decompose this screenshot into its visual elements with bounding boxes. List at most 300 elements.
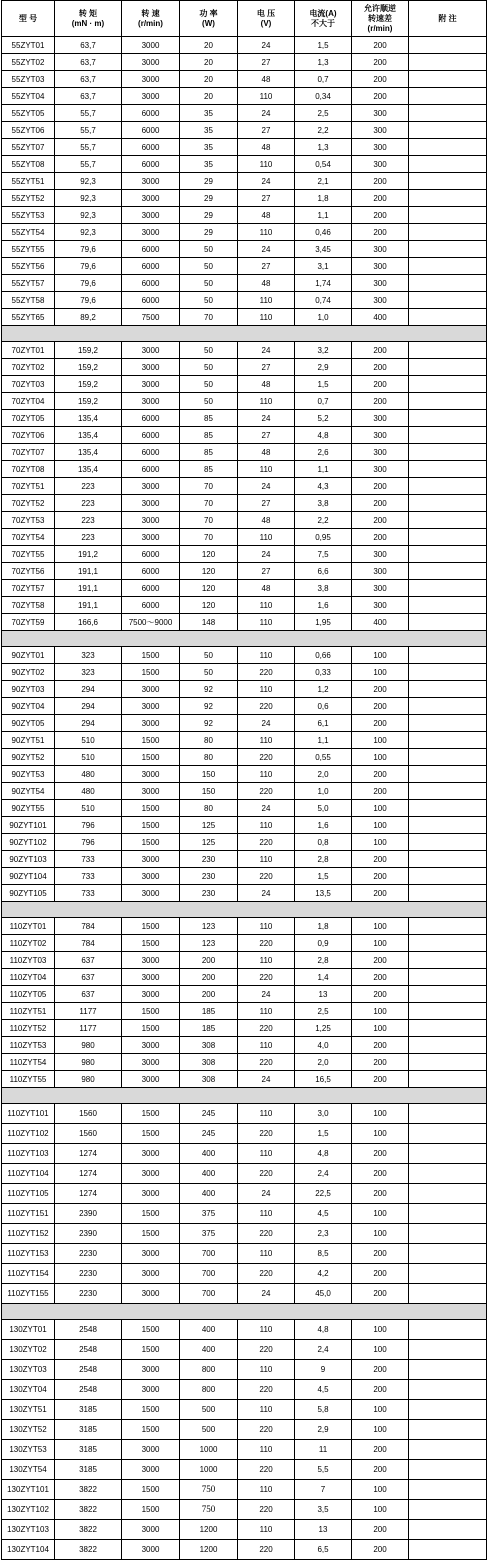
cell-current: 16,5 — [295, 1071, 352, 1088]
cell-current: 22,5 — [295, 1184, 352, 1204]
cell-current: 1,25 — [295, 1020, 352, 1037]
cell-speed-diff: 200 — [352, 1144, 409, 1164]
cell-current: 2,8 — [295, 952, 352, 969]
cell-notes — [409, 1520, 487, 1540]
cell-torque: 135,4 — [55, 444, 122, 461]
cell-current: 0,34 — [295, 88, 352, 105]
cell-current: 4,8 — [295, 1144, 352, 1164]
cell-speed-diff: 200 — [352, 190, 409, 207]
cell-current: 2,8 — [295, 851, 352, 868]
cell-speed-diff: 100 — [352, 1020, 409, 1037]
table-row — [2, 647, 487, 664]
cell-voltage: 110 — [238, 732, 295, 749]
cell-speed-diff: 200 — [352, 1244, 409, 1264]
table-row — [2, 342, 487, 359]
cell-torque: 784 — [55, 935, 122, 952]
table-row — [2, 156, 487, 173]
cell-current: 0,66 — [295, 647, 352, 664]
cell-speed: 3000 — [122, 1360, 180, 1380]
cell-power: 80 — [180, 800, 238, 817]
cell-speed: 3000 — [122, 207, 180, 224]
cell-current: 6,6 — [295, 563, 352, 580]
cell-voltage: 27 — [238, 54, 295, 71]
cell-power: 50 — [180, 393, 238, 410]
cell-speed-diff: 200 — [352, 1054, 409, 1071]
cell-current: 1,5 — [295, 868, 352, 885]
cell-speed: 1500 — [122, 935, 180, 952]
cell-power: 400 — [180, 1320, 238, 1340]
cell-notes — [409, 342, 487, 359]
cell-speed-diff: 200 — [352, 478, 409, 495]
cell-speed-diff: 100 — [352, 918, 409, 935]
cell-torque: 323 — [55, 647, 122, 664]
cell-power: 35 — [180, 139, 238, 156]
cell-speed: 3000 — [122, 1540, 180, 1560]
cell-current: 1,8 — [295, 190, 352, 207]
cell-torque: 637 — [55, 952, 122, 969]
cell-speed-diff: 300 — [352, 580, 409, 597]
cell-current: 1,1 — [295, 207, 352, 224]
cell-speed-diff: 200 — [352, 681, 409, 698]
cell-speed: 6000 — [122, 292, 180, 309]
cell-torque: 510 — [55, 800, 122, 817]
cell-current: 0,54 — [295, 156, 352, 173]
cell-speed: 1500 — [122, 918, 180, 935]
cell-power: 125 — [180, 834, 238, 851]
cell-model: 110ZYT05 — [2, 986, 55, 1003]
cell-speed-diff: 300 — [352, 139, 409, 156]
cell-voltage: 110 — [238, 292, 295, 309]
cell-notes — [409, 1054, 487, 1071]
table-row — [2, 1037, 487, 1054]
cell-torque: 2390 — [55, 1224, 122, 1244]
cell-speed-diff: 300 — [352, 597, 409, 614]
cell-current: 2,0 — [295, 766, 352, 783]
cell-power: 800 — [180, 1380, 238, 1400]
cell-power: 400 — [180, 1340, 238, 1360]
cell-model: 55ZYT03 — [2, 71, 55, 88]
cell-model: 130ZYT53 — [2, 1440, 55, 1460]
cell-notes — [409, 529, 487, 546]
cell-current: 4,5 — [295, 1204, 352, 1224]
cell-current: 1,74 — [295, 275, 352, 292]
cell-model: 110ZYT101 — [2, 1104, 55, 1124]
cell-current: 9 — [295, 1360, 352, 1380]
cell-notes — [409, 1037, 487, 1054]
cell-power: 200 — [180, 952, 238, 969]
cell-voltage: 220 — [238, 1164, 295, 1184]
cell-speed-diff: 200 — [352, 173, 409, 190]
cell-voltage: 110 — [238, 461, 295, 478]
cell-model: 110ZYT02 — [2, 935, 55, 952]
cell-current: 3,1 — [295, 258, 352, 275]
cell-notes — [409, 1244, 487, 1264]
table-row — [2, 207, 487, 224]
cell-notes — [409, 105, 487, 122]
cell-speed: 1500 — [122, 1500, 180, 1520]
cell-speed: 3000 — [122, 376, 180, 393]
cell-speed-diff: 100 — [352, 1104, 409, 1124]
cell-power: 20 — [180, 54, 238, 71]
cell-torque: 2548 — [55, 1380, 122, 1400]
cell-model: 90ZYT03 — [2, 681, 55, 698]
cell-speed-diff: 300 — [352, 258, 409, 275]
cell-torque: 79,6 — [55, 275, 122, 292]
cell-torque: 159,2 — [55, 342, 122, 359]
cell-torque: 2390 — [55, 1204, 122, 1224]
cell-model: 110ZYT151 — [2, 1204, 55, 1224]
cell-speed: 3000 — [122, 529, 180, 546]
table-row — [2, 563, 487, 580]
cell-torque: 166,6 — [55, 614, 122, 631]
cell-model: 55ZYT05 — [2, 105, 55, 122]
cell-torque: 159,2 — [55, 359, 122, 376]
cell-current: 1,6 — [295, 597, 352, 614]
table-row — [2, 1264, 487, 1284]
cell-speed-diff: 100 — [352, 1500, 409, 1520]
cell-speed: 7500～9000 — [122, 614, 180, 631]
table-row — [2, 1054, 487, 1071]
cell-notes — [409, 1003, 487, 1020]
cell-power: 125 — [180, 817, 238, 834]
cell-model: 90ZYT102 — [2, 834, 55, 851]
cell-speed-diff: 200 — [352, 529, 409, 546]
cell-voltage: 110 — [238, 681, 295, 698]
cell-current: 2,9 — [295, 359, 352, 376]
cell-speed-diff: 300 — [352, 105, 409, 122]
table-row — [2, 1480, 487, 1500]
cell-speed: 3000 — [122, 1264, 180, 1284]
cell-current: 2,4 — [295, 1340, 352, 1360]
cell-voltage: 220 — [238, 1124, 295, 1144]
table-row — [2, 173, 487, 190]
cell-power: 50 — [180, 376, 238, 393]
cell-model: 90ZYT02 — [2, 664, 55, 681]
cell-model: 110ZYT105 — [2, 1184, 55, 1204]
cell-model: 90ZYT05 — [2, 715, 55, 732]
separator-cell — [2, 1088, 487, 1104]
cell-power: 20 — [180, 37, 238, 54]
cell-voltage: 220 — [238, 1054, 295, 1071]
cell-power: 750 — [180, 1500, 238, 1520]
cell-current: 11 — [295, 1440, 352, 1460]
cell-voltage: 110 — [238, 766, 295, 783]
table-row — [2, 275, 487, 292]
cell-speed-diff: 200 — [352, 88, 409, 105]
table-row — [2, 1244, 487, 1264]
cell-current: 6,5 — [295, 1540, 352, 1560]
cell-current: 1,3 — [295, 54, 352, 71]
cell-power: 230 — [180, 851, 238, 868]
cell-torque: 3822 — [55, 1500, 122, 1520]
cell-speed-diff: 100 — [352, 749, 409, 766]
cell-notes — [409, 478, 487, 495]
group-separator — [2, 326, 487, 342]
group-separator — [2, 1304, 487, 1320]
cell-current: 2,3 — [295, 1224, 352, 1244]
cell-model: 70ZYT08 — [2, 461, 55, 478]
cell-power: 85 — [180, 461, 238, 478]
cell-model: 110ZYT154 — [2, 1264, 55, 1284]
cell-torque: 92,3 — [55, 190, 122, 207]
cell-notes — [409, 444, 487, 461]
cell-power: 50 — [180, 292, 238, 309]
cell-voltage: 110 — [238, 597, 295, 614]
cell-speed-diff: 300 — [352, 444, 409, 461]
cell-voltage: 48 — [238, 139, 295, 156]
cell-model: 55ZYT58 — [2, 292, 55, 309]
cell-notes — [409, 122, 487, 139]
cell-current: 1,2 — [295, 681, 352, 698]
cell-model: 70ZYT58 — [2, 597, 55, 614]
cell-speed-diff: 200 — [352, 986, 409, 1003]
cell-torque: 980 — [55, 1071, 122, 1088]
cell-current: 3,8 — [295, 495, 352, 512]
cell-notes — [409, 292, 487, 309]
cell-notes — [409, 1284, 487, 1304]
cell-torque: 510 — [55, 749, 122, 766]
cell-power: 700 — [180, 1284, 238, 1304]
cell-voltage: 24 — [238, 105, 295, 122]
cell-torque: 63,7 — [55, 54, 122, 71]
cell-notes — [409, 935, 487, 952]
cell-speed: 1500 — [122, 749, 180, 766]
cell-voltage: 110 — [238, 1104, 295, 1124]
cell-voltage: 220 — [238, 1020, 295, 1037]
cell-model: 110ZYT01 — [2, 918, 55, 935]
cell-current: 1,1 — [295, 732, 352, 749]
cell-power: 375 — [180, 1204, 238, 1224]
header-current: 电流(A) 不大于 — [295, 1, 352, 37]
cell-model: 130ZYT03 — [2, 1360, 55, 1380]
cell-voltage: 48 — [238, 275, 295, 292]
cell-current: 4,8 — [295, 1320, 352, 1340]
cell-power: 29 — [180, 207, 238, 224]
cell-speed: 6000 — [122, 461, 180, 478]
table-row — [2, 258, 487, 275]
cell-power: 123 — [180, 918, 238, 935]
table-row — [2, 393, 487, 410]
cell-speed-diff: 100 — [352, 1124, 409, 1144]
cell-notes — [409, 597, 487, 614]
cell-current: 0,55 — [295, 749, 352, 766]
cell-voltage: 110 — [238, 952, 295, 969]
cell-voltage: 220 — [238, 1540, 295, 1560]
cell-notes — [409, 1264, 487, 1284]
cell-speed-diff: 200 — [352, 851, 409, 868]
cell-current: 3,45 — [295, 241, 352, 258]
cell-torque: 92,3 — [55, 224, 122, 241]
table-row — [2, 427, 487, 444]
cell-speed-diff: 300 — [352, 410, 409, 427]
cell-voltage: 110 — [238, 1244, 295, 1264]
cell-notes — [409, 1124, 487, 1144]
cell-speed-diff: 300 — [352, 275, 409, 292]
cell-speed-diff: 300 — [352, 546, 409, 563]
cell-voltage: 24 — [238, 986, 295, 1003]
cell-current: 0,8 — [295, 834, 352, 851]
cell-torque: 191,1 — [55, 580, 122, 597]
cell-torque: 159,2 — [55, 376, 122, 393]
cell-notes — [409, 783, 487, 800]
header-row — [2, 1, 487, 37]
table-row — [2, 292, 487, 309]
table-row — [2, 715, 487, 732]
table-row — [2, 105, 487, 122]
cell-power: 1200 — [180, 1520, 238, 1540]
cell-torque: 2230 — [55, 1264, 122, 1284]
cell-power: 29 — [180, 190, 238, 207]
cell-voltage: 110 — [238, 393, 295, 410]
separator-cell — [2, 1304, 487, 1320]
cell-power: 120 — [180, 580, 238, 597]
cell-model: 90ZYT55 — [2, 800, 55, 817]
cell-notes — [409, 88, 487, 105]
cell-voltage: 27 — [238, 495, 295, 512]
cell-voltage: 110 — [238, 1480, 295, 1500]
cell-speed: 3000 — [122, 342, 180, 359]
cell-model: 110ZYT55 — [2, 1071, 55, 1088]
table-row — [2, 54, 487, 71]
cell-torque: 733 — [55, 885, 122, 902]
cell-current: 2,4 — [295, 1164, 352, 1184]
cell-model: 110ZYT104 — [2, 1164, 55, 1184]
table-row — [2, 817, 487, 834]
cell-speed-diff: 200 — [352, 224, 409, 241]
table-row — [2, 969, 487, 986]
cell-current: 1,6 — [295, 817, 352, 834]
cell-power: 50 — [180, 241, 238, 258]
cell-voltage: 24 — [238, 241, 295, 258]
table-row — [2, 1224, 487, 1244]
cell-current: 2,6 — [295, 444, 352, 461]
table-row — [2, 1204, 487, 1224]
cell-model: 90ZYT51 — [2, 732, 55, 749]
cell-current: 1,0 — [295, 783, 352, 800]
cell-torque: 510 — [55, 732, 122, 749]
cell-current: 4,3 — [295, 478, 352, 495]
cell-voltage: 110 — [238, 1003, 295, 1020]
table-row — [2, 224, 487, 241]
cell-model: 90ZYT105 — [2, 885, 55, 902]
table-row — [2, 241, 487, 258]
cell-current: 4,2 — [295, 1264, 352, 1284]
cell-torque: 1274 — [55, 1144, 122, 1164]
cell-notes — [409, 1500, 487, 1520]
cell-model: 130ZYT103 — [2, 1520, 55, 1540]
table-row — [2, 935, 487, 952]
cell-torque: 159,2 — [55, 393, 122, 410]
cell-speed: 7500 — [122, 309, 180, 326]
cell-speed: 3000 — [122, 885, 180, 902]
cell-model: 70ZYT51 — [2, 478, 55, 495]
table-row — [2, 478, 487, 495]
cell-torque: 3185 — [55, 1440, 122, 1460]
cell-notes — [409, 614, 487, 631]
cell-voltage: 220 — [238, 1264, 295, 1284]
table-row — [2, 1360, 487, 1380]
cell-torque: 223 — [55, 512, 122, 529]
cell-speed: 3000 — [122, 37, 180, 54]
table-row — [2, 1440, 487, 1460]
cell-speed: 1500 — [122, 817, 180, 834]
cell-speed: 3000 — [122, 393, 180, 410]
cell-voltage: 48 — [238, 512, 295, 529]
cell-speed-diff: 200 — [352, 1184, 409, 1204]
cell-torque: 1177 — [55, 1020, 122, 1037]
cell-current: 4,5 — [295, 1380, 352, 1400]
cell-model: 130ZYT104 — [2, 1540, 55, 1560]
cell-power: 35 — [180, 105, 238, 122]
header-speed-difference: 允许顺逆 转速差 (r/min) — [352, 1, 409, 37]
cell-torque: 796 — [55, 834, 122, 851]
cell-voltage: 27 — [238, 563, 295, 580]
table-row — [2, 495, 487, 512]
separator-cell — [2, 631, 487, 647]
cell-notes — [409, 173, 487, 190]
cell-torque: 3822 — [55, 1480, 122, 1500]
cell-notes — [409, 969, 487, 986]
cell-notes — [409, 512, 487, 529]
cell-power: 70 — [180, 512, 238, 529]
cell-speed-diff: 100 — [352, 834, 409, 851]
table-row — [2, 698, 487, 715]
cell-power: 750 — [180, 1480, 238, 1500]
cell-torque: 3185 — [55, 1460, 122, 1480]
cell-notes — [409, 190, 487, 207]
cell-voltage: 110 — [238, 1037, 295, 1054]
cell-notes — [409, 698, 487, 715]
cell-notes — [409, 258, 487, 275]
cell-notes — [409, 1420, 487, 1440]
cell-power: 308 — [180, 1054, 238, 1071]
cell-power: 148 — [180, 614, 238, 631]
cell-power: 50 — [180, 275, 238, 292]
cell-torque: 733 — [55, 851, 122, 868]
cell-speed: 3000 — [122, 88, 180, 105]
cell-model: 55ZYT51 — [2, 173, 55, 190]
cell-voltage: 110 — [238, 1440, 295, 1460]
cell-notes — [409, 309, 487, 326]
cell-model: 110ZYT04 — [2, 969, 55, 986]
cell-speed-diff: 200 — [352, 698, 409, 715]
table-row — [2, 1500, 487, 1520]
cell-torque: 637 — [55, 969, 122, 986]
table-row — [2, 309, 487, 326]
cell-speed: 1500 — [122, 1204, 180, 1224]
cell-torque: 55,7 — [55, 122, 122, 139]
cell-voltage: 24 — [238, 1071, 295, 1088]
cell-power: 29 — [180, 224, 238, 241]
cell-speed: 3000 — [122, 71, 180, 88]
cell-speed-diff: 300 — [352, 292, 409, 309]
table-row — [2, 580, 487, 597]
cell-notes — [409, 851, 487, 868]
cell-speed: 3000 — [122, 766, 180, 783]
cell-model: 130ZYT102 — [2, 1500, 55, 1520]
table-row — [2, 376, 487, 393]
cell-notes — [409, 1204, 487, 1224]
cell-torque: 1274 — [55, 1164, 122, 1184]
cell-power: 245 — [180, 1104, 238, 1124]
cell-speed-diff: 200 — [352, 512, 409, 529]
cell-power: 150 — [180, 766, 238, 783]
cell-model: 70ZYT55 — [2, 546, 55, 563]
cell-torque: 223 — [55, 495, 122, 512]
cell-power: 1200 — [180, 1540, 238, 1560]
cell-current: 0,95 — [295, 529, 352, 546]
cell-model: 110ZYT51 — [2, 1003, 55, 1020]
